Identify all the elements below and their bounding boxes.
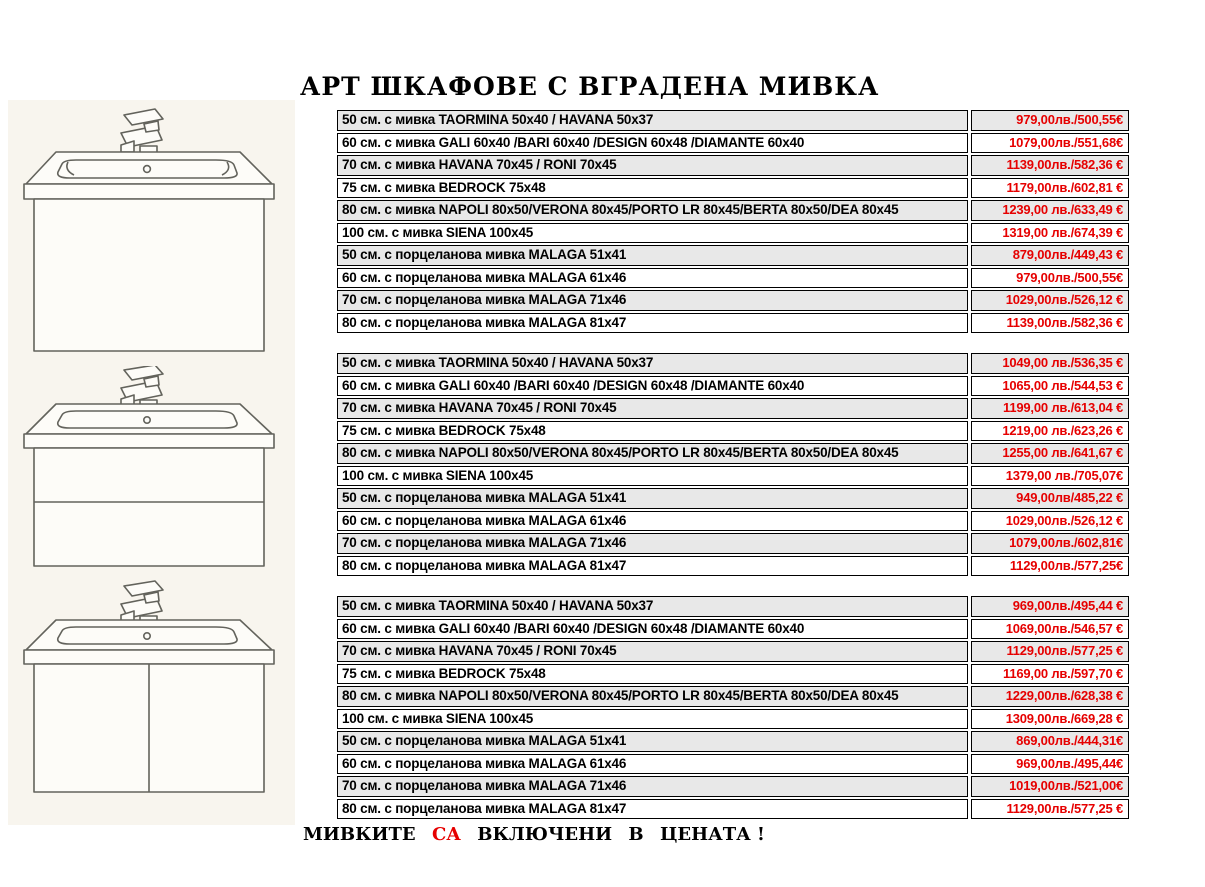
item-label: 80 см. с мивка NAPOLI 80x50/VERONA 80x45/PORTO LR 80x45/BERTA 80x50/DEA 80x45 (337, 200, 968, 221)
footer-word-highlighted: СА (431, 824, 461, 845)
table-row (337, 313, 1133, 334)
item-price: 1229,00лв./628,38 € (971, 686, 1129, 707)
footer-word: ЦЕНАТА ! (659, 824, 765, 845)
table-row (337, 686, 1133, 707)
item-price: 1255,00 лв./641,67 € (971, 443, 1129, 464)
item-price: 1029,00лв./526,12 € (971, 290, 1129, 311)
item-price: 1179,00лв./602,81 € (971, 178, 1129, 199)
vanity-single-front-illustration (18, 106, 283, 356)
table-row (337, 596, 1133, 617)
item-price: 1129,00лв./577,25 € (971, 641, 1129, 662)
table-row (337, 511, 1133, 532)
price-table-1 (337, 110, 1133, 333)
item-price: 1139,00лв./582,36 € (971, 155, 1129, 176)
item-label: 50 см. с порцеланова мивка MALAGA 51x41 (337, 731, 968, 752)
item-label: 80 см. с порцеланова мивка MALAGA 81x47 (337, 313, 968, 334)
item-label: 75 см. с мивка BEDROCK 75x48 (337, 178, 968, 199)
table-row (337, 466, 1133, 487)
item-label: 80 см. с мивка NAPOLI 80x50/VERONA 80x45/PORTO LR 80x45/BERTA 80x50/DEA 80x45 (337, 443, 968, 464)
item-label: 100 см. с мивка SIENA 100x45 (337, 466, 968, 487)
item-price: 969,00лв./495,44€ (971, 754, 1129, 775)
page-title: АРТ ШКАФОВЕ С ВГРАДЕНА МИВКА (300, 72, 880, 101)
table-row (337, 488, 1133, 509)
table-row (337, 799, 1133, 820)
item-price: 979,00лв./500,55€ (971, 110, 1129, 131)
table-row (337, 155, 1133, 176)
item-label: 60 см. с порцеланова мивка MALAGA 61x46 (337, 268, 968, 289)
price-tables (337, 110, 1133, 839)
item-label: 70 см. с порцеланова мивка MALAGA 71x46 (337, 776, 968, 797)
table-row (337, 110, 1133, 131)
item-label: 50 см. с порцеланова мивка MALAGA 51x41 (337, 488, 968, 509)
table-row (337, 709, 1133, 730)
vanity-single-front-drawing (18, 106, 283, 356)
table-row (337, 200, 1133, 221)
item-label: 75 см. с мивка BEDROCK 75x48 (337, 664, 968, 685)
item-label: 50 см. с порцеланова мивка MALAGA 51x41 (337, 245, 968, 266)
table-row (337, 245, 1133, 266)
item-label: 70 см. с мивка HAVANA 70x45 / RONI 70x45 (337, 155, 968, 176)
item-price: 1309,00лв./669,28 € (971, 709, 1129, 730)
table-row (337, 290, 1133, 311)
item-label: 80 см. с мивка NAPOLI 80x50/VERONA 80x45/PORTO LR 80x45/BERTA 80x50/DEA 80x45 (337, 686, 968, 707)
item-label: 50 см. с мивка TAORMINA 50x40 / HAVANA 50x37 (337, 110, 968, 131)
item-label: 70 см. с мивка HAVANA 70x45 / RONI 70x45 (337, 641, 968, 662)
table-row (337, 443, 1133, 464)
item-price: 1319,00 лв./674,39 € (971, 223, 1129, 244)
item-label: 60 см. с мивка GALI 60x40 /BARI 60x40 /DESIGN 60x48 /DIAMANTE 60x40 (337, 376, 968, 397)
item-label: 50 см. с мивка TAORMINA 50x40 / HAVANA 50x37 (337, 596, 968, 617)
item-price: 969,00лв./495,44 € (971, 596, 1129, 617)
item-label: 70 см. с мивка HAVANA 70x45 / RONI 70x45 (337, 398, 968, 419)
price-table-2 (337, 353, 1133, 576)
table-row (337, 353, 1133, 374)
vanity-two-drawers-illustration (18, 366, 283, 571)
item-price: 1379,00 лв./705,07€ (971, 466, 1129, 487)
item-price: 879,00лв./449,43 € (971, 245, 1129, 266)
table-row (337, 178, 1133, 199)
footer-word: В (628, 824, 644, 845)
item-price: 1079,00лв./551,68€ (971, 133, 1129, 154)
item-label: 60 см. с порцеланова мивка MALAGA 61x46 (337, 511, 968, 532)
table-row (337, 421, 1133, 442)
item-label: 100 см. с мивка SIENA 100x45 (337, 223, 968, 244)
vanity-two-doors-drawing (18, 580, 283, 798)
item-price: 1129,00лв./577,25€ (971, 556, 1129, 577)
footer-word: МИВКИТЕ (303, 824, 416, 845)
table-row (337, 619, 1133, 640)
item-price: 1239,00 лв./633,49 € (971, 200, 1129, 221)
item-price: 1169,00 лв./597,70 € (971, 664, 1129, 685)
table-row (337, 376, 1133, 397)
price-table-3 (337, 596, 1133, 819)
item-price: 1049,00 лв./536,35 € (971, 353, 1129, 374)
item-label: 60 см. с порцеланова мивка MALAGA 61x46 (337, 754, 968, 775)
item-price: 869,00лв./444,31€ (971, 731, 1129, 752)
item-label: 80 см. с порцеланова мивка MALAGA 81x47 (337, 799, 968, 820)
table-row (337, 731, 1133, 752)
item-label: 70 см. с порцеланова мивка MALAGA 71x46 (337, 290, 968, 311)
table-row (337, 223, 1133, 244)
item-label: 60 см. с мивка GALI 60x40 /BARI 60x40 /DESIGN 60x48 /DIAMANTE 60x40 (337, 133, 968, 154)
vanity-two-drawers-drawing (18, 366, 283, 571)
table-row (337, 268, 1133, 289)
table-row (337, 664, 1133, 685)
item-price: 1219,00 лв./623,26 € (971, 421, 1129, 442)
footer-word: ВКЛЮЧЕНИ (477, 824, 613, 845)
item-label: 50 см. с мивка TAORMINA 50x40 / HAVANA 50x37 (337, 353, 968, 374)
item-price: 1029,00лв./526,12 € (971, 511, 1129, 532)
item-price: 1065,00 лв./544,53 € (971, 376, 1129, 397)
item-label: 100 см. с мивка SIENA 100x45 (337, 709, 968, 730)
item-label: 75 см. с мивка BEDROCK 75x48 (337, 421, 968, 442)
item-label: 60 см. с мивка GALI 60x40 /BARI 60x40 /DESIGN 60x48 /DIAMANTE 60x40 (337, 619, 968, 640)
item-price: 1129,00лв./577,25 € (971, 799, 1129, 820)
table-row (337, 533, 1133, 554)
table-row (337, 754, 1133, 775)
vanity-two-doors-illustration (18, 580, 283, 798)
footer-note (303, 824, 765, 845)
table-row (337, 398, 1133, 419)
table-row (337, 641, 1133, 662)
item-price: 979,00лв./500,55€ (971, 268, 1129, 289)
item-label: 70 см. с порцеланова мивка MALAGA 71x46 (337, 533, 968, 554)
item-price: 949,00лв/485,22 € (971, 488, 1129, 509)
item-price: 1199,00 лв./613,04 € (971, 398, 1129, 419)
table-row (337, 556, 1133, 577)
item-price: 1019,00лв./521,00€ (971, 776, 1129, 797)
item-price: 1079,00лв./602,81€ (971, 533, 1129, 554)
table-row (337, 776, 1133, 797)
item-label: 80 см. с порцеланова мивка MALAGA 81x47 (337, 556, 968, 577)
vanity-illustrations-panel (8, 100, 295, 825)
item-price: 1139,00лв./582,36 € (971, 313, 1129, 334)
table-row (337, 133, 1133, 154)
item-price: 1069,00лв./546,57 € (971, 619, 1129, 640)
